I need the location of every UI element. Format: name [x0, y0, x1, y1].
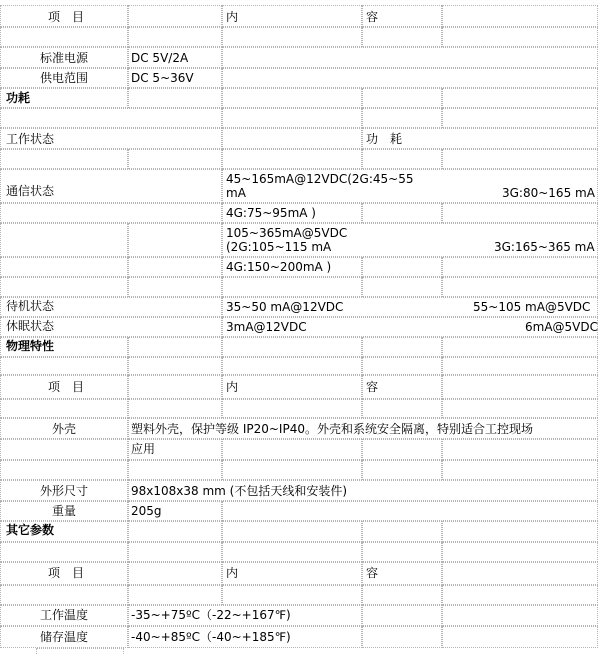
column-header-content-b: 容: [366, 10, 379, 24]
storage-temp-value: -40~+85ºC（-40~+185℉): [131, 630, 291, 644]
shell-description-line2: 应用: [131, 442, 156, 456]
table-cell: [128, 542, 222, 562]
column-header-content-a: 内: [226, 566, 239, 580]
table-cell: [362, 108, 442, 128]
standby-label: 待机状态: [6, 299, 55, 313]
table-cell: [222, 521, 362, 542]
table-cell: [222, 439, 362, 460]
table-cell: [0, 27, 128, 47]
table-cell: [362, 149, 442, 169]
table-cell: [128, 223, 222, 257]
table-cell: [362, 521, 442, 542]
table-cell: [442, 108, 598, 128]
comm-state-12v-line2: mA: [226, 186, 246, 200]
table-cell: [222, 460, 362, 480]
table-cell: [442, 460, 598, 480]
table-cell: [442, 149, 598, 169]
table-cell: [222, 68, 598, 88]
table-cell: [442, 375, 598, 399]
table-cell: [362, 399, 442, 418]
standby-5v-value: 55~105 mA@5VDC: [473, 300, 591, 314]
table-cell: [0, 108, 222, 128]
table-cell: [222, 542, 362, 562]
table-cell: [0, 585, 128, 605]
table-cell: [128, 521, 222, 542]
table-cell: [442, 585, 598, 605]
table-cell: [442, 542, 598, 562]
sleep-5v-value: 6mA@5VDC: [525, 320, 598, 334]
comm-state-5v-3g: 3G:165~365 mA: [494, 240, 595, 254]
comm-state-5v-line2: (2G:105~115 mA: [226, 240, 332, 254]
table-cell: [442, 521, 598, 542]
column-header-content-b: 容: [366, 566, 379, 580]
table-cell: [0, 149, 128, 169]
table-cell: [222, 399, 362, 418]
table-cell: [0, 277, 128, 297]
table-cell: [128, 357, 222, 375]
table-cell: [222, 88, 362, 108]
table-cell: [222, 47, 598, 68]
table-cell: [442, 203, 598, 223]
work-temp-label: 工作温度: [40, 608, 89, 622]
table-cell: [36, 648, 124, 654]
table-cell: [128, 337, 222, 357]
table-cell: [362, 88, 442, 108]
table-cell: [128, 27, 222, 47]
table-cell: [442, 337, 598, 357]
table-cell: [128, 460, 222, 480]
supply-range-value: DC 5~36V: [131, 71, 194, 85]
table-cell: [362, 585, 442, 605]
table-cell: [128, 562, 222, 585]
dimensions-label: 外形尺寸: [40, 484, 89, 498]
table-cell: [362, 460, 442, 480]
table-cell: [222, 5, 362, 27]
standby-12v-value: 35~50 mA@12VDC: [226, 300, 344, 314]
table-cell: [0, 223, 128, 257]
table-cell: [128, 375, 222, 399]
table-cell: [442, 439, 598, 460]
power-source-value: DC 5V/2A: [131, 51, 189, 65]
table-cell: [362, 605, 442, 626]
section-heading-other: 其它参数: [6, 523, 55, 537]
table-cell: [362, 626, 442, 648]
table-cell: [128, 5, 222, 27]
comm-state-5v-line1: 105~365mA@5VDC: [226, 226, 348, 240]
weight-value: 205g: [131, 504, 162, 518]
table-cell: [0, 460, 128, 480]
table-cell: [362, 439, 442, 460]
table-cell: [128, 257, 222, 277]
table-cell: [128, 88, 222, 108]
table-cell: [362, 27, 442, 47]
table-cell: [362, 357, 442, 375]
table-cell: [222, 375, 362, 399]
comm-state-5v-4g: 4G:150~200mA ): [226, 260, 332, 274]
supply-range-label: 供电范围: [40, 71, 89, 85]
comm-state-12v-3g: 3G:80~165 mA: [502, 186, 595, 200]
table-cell: [222, 149, 362, 169]
table-cell: [222, 585, 362, 605]
table-cell: [128, 399, 222, 418]
table-cell: [0, 399, 128, 418]
column-header-item: 项 目: [48, 380, 85, 394]
table-cell: [128, 585, 222, 605]
work-state-power-header: 功 耗: [366, 132, 403, 146]
sleep-label: 休眠状态: [6, 319, 55, 333]
column-header-item: 项 目: [48, 10, 85, 24]
table-cell: [442, 257, 598, 277]
table-cell: [362, 277, 442, 297]
table-cell: [222, 27, 362, 47]
table-cell: [442, 88, 598, 108]
shell-description-line1: 塑料外壳，保护等级 IP20~IP40。外壳和系统安全隔离，特别适合工控现场: [131, 422, 533, 436]
table-cell: [222, 277, 362, 297]
section-heading-power: 功耗: [6, 91, 31, 105]
table-cell: [442, 357, 598, 375]
table-cell: [128, 149, 222, 169]
table-cell: [0, 257, 128, 277]
dimensions-value: 98x108x38 mm (不包括天线和安装件): [131, 484, 348, 498]
table-cell: [0, 439, 128, 460]
table-cell: [442, 605, 598, 626]
power-source-label: 标准电源: [40, 51, 89, 65]
table-cell: [362, 203, 442, 223]
table-cell: [222, 128, 362, 149]
column-header-item: 项 目: [48, 566, 85, 580]
weight-label: 重量: [52, 504, 77, 518]
table-cell: [128, 277, 222, 297]
column-header-content-a: 内: [226, 10, 239, 24]
table-cell: [362, 337, 442, 357]
sleep-12v-value: 3mA@12VDC: [226, 320, 307, 334]
table-cell: [222, 337, 362, 357]
work-state-label: 工作状态: [6, 132, 55, 146]
table-cell: [442, 562, 598, 585]
table-cell: [222, 562, 362, 585]
column-header-content-b: 容: [366, 380, 379, 394]
table-cell: [0, 542, 128, 562]
table-cell: [222, 357, 362, 375]
table-cell: [0, 357, 128, 375]
table-cell: [442, 5, 598, 27]
table-cell: [442, 399, 598, 418]
column-header-content-a: 内: [226, 380, 239, 394]
storage-temp-label: 储存温度: [40, 630, 89, 644]
table-cell: [442, 277, 598, 297]
table-cell: [362, 542, 442, 562]
table-cell: [0, 203, 222, 223]
shell-label: 外壳: [52, 422, 77, 436]
comm-state-12v-4g: 4G:75~95mA ): [226, 206, 316, 220]
table-cell: [442, 626, 598, 648]
table-cell: [442, 27, 598, 47]
comm-state-12v-line1: 45~165mA@12VDC(2G:45~55: [226, 172, 414, 186]
comm-state-label: 通信状态: [6, 184, 55, 198]
table-cell: [222, 108, 362, 128]
work-temp-value: -35~+75ºC（-22~+167℉): [131, 608, 291, 622]
table-cell: [222, 501, 598, 521]
section-heading-physical: 物理特性: [6, 339, 55, 353]
table-cell: [362, 257, 442, 277]
